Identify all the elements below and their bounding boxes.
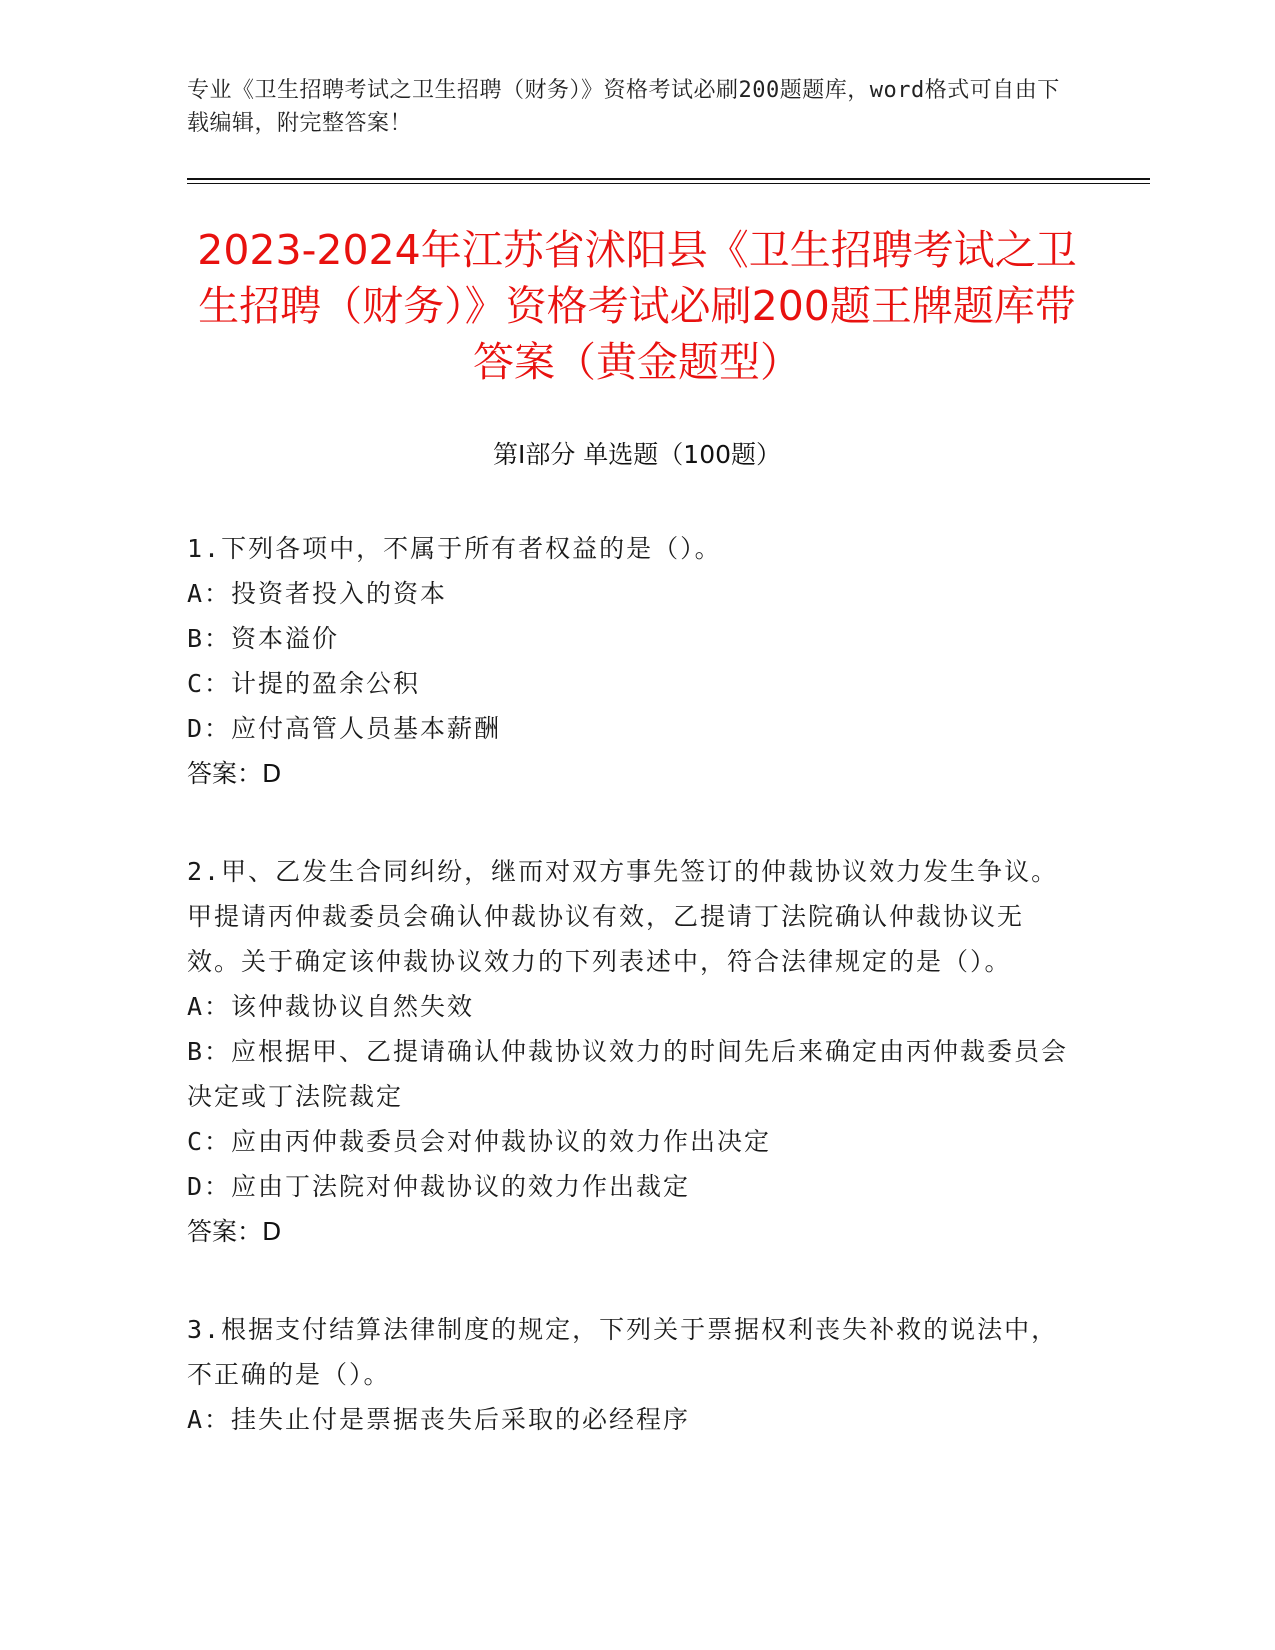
option-c: C：应由丙仲裁委员会对仲裁协议的效力作出决定	[187, 1127, 772, 1156]
header-rule-thick	[187, 178, 1150, 180]
answer: 答案：D	[187, 759, 282, 788]
question-1	[187, 526, 1077, 796]
option-a: A：投资者投入的资本	[187, 579, 448, 608]
option-a: A：该仲裁协议自然失效	[187, 992, 475, 1021]
question-stem: 1.下列各项中，不属于所有者权益的是（）。	[187, 534, 722, 563]
question-stem: 3.根据支付结算法律制度的规定，下列关于票据权利丧失补救的说法中，不正确的是（）。	[187, 1315, 1059, 1389]
document-title: 2023-2024年江苏省沭阳县《卫生招聘考试之卫生招聘（财务）》资格考试必刷200题王牌题库带答案（黄金题型）	[197, 226, 1077, 386]
question-list	[187, 526, 1077, 1495]
question-2	[187, 849, 1077, 1254]
section-title: 第I部分 单选题（100题）	[492, 440, 782, 469]
option-d: D：应由丁法院对仲裁协议的效力作出裁定	[187, 1172, 691, 1201]
option-b: B：资本溢价	[187, 624, 340, 653]
question-3	[187, 1307, 1077, 1442]
option-b: B：应根据甲、乙提请确认仲裁协议效力的时间先后来确定由丙仲裁委员会决定或丁法院裁定	[187, 1037, 1069, 1111]
option-c: C：计提的盈余公积	[187, 669, 421, 698]
header-rule-thin	[187, 183, 1150, 184]
option-d: D：应付高管人员基本薪酬	[187, 714, 502, 743]
option-a: A：挂失止付是票据丧失后采取的必经程序	[187, 1405, 691, 1434]
answer: 答案：D	[187, 1217, 282, 1246]
question-stem: 2.甲、乙发生合同纠纷，继而对双方事先签订的仲裁协议效力发生争议。甲提请丙仲裁委员会确认仲裁协议有效，乙提请丁法院确认仲裁协议无效。关于确定该仲裁协议效力的下列表述中，符合法律规定的是（）。	[187, 857, 1059, 976]
header-note: 专业《卫生招聘考试之卫生招聘（财务）》资格考试必刷200题题库，word格式可自由下载编辑，附完整答案！	[187, 78, 1060, 136]
